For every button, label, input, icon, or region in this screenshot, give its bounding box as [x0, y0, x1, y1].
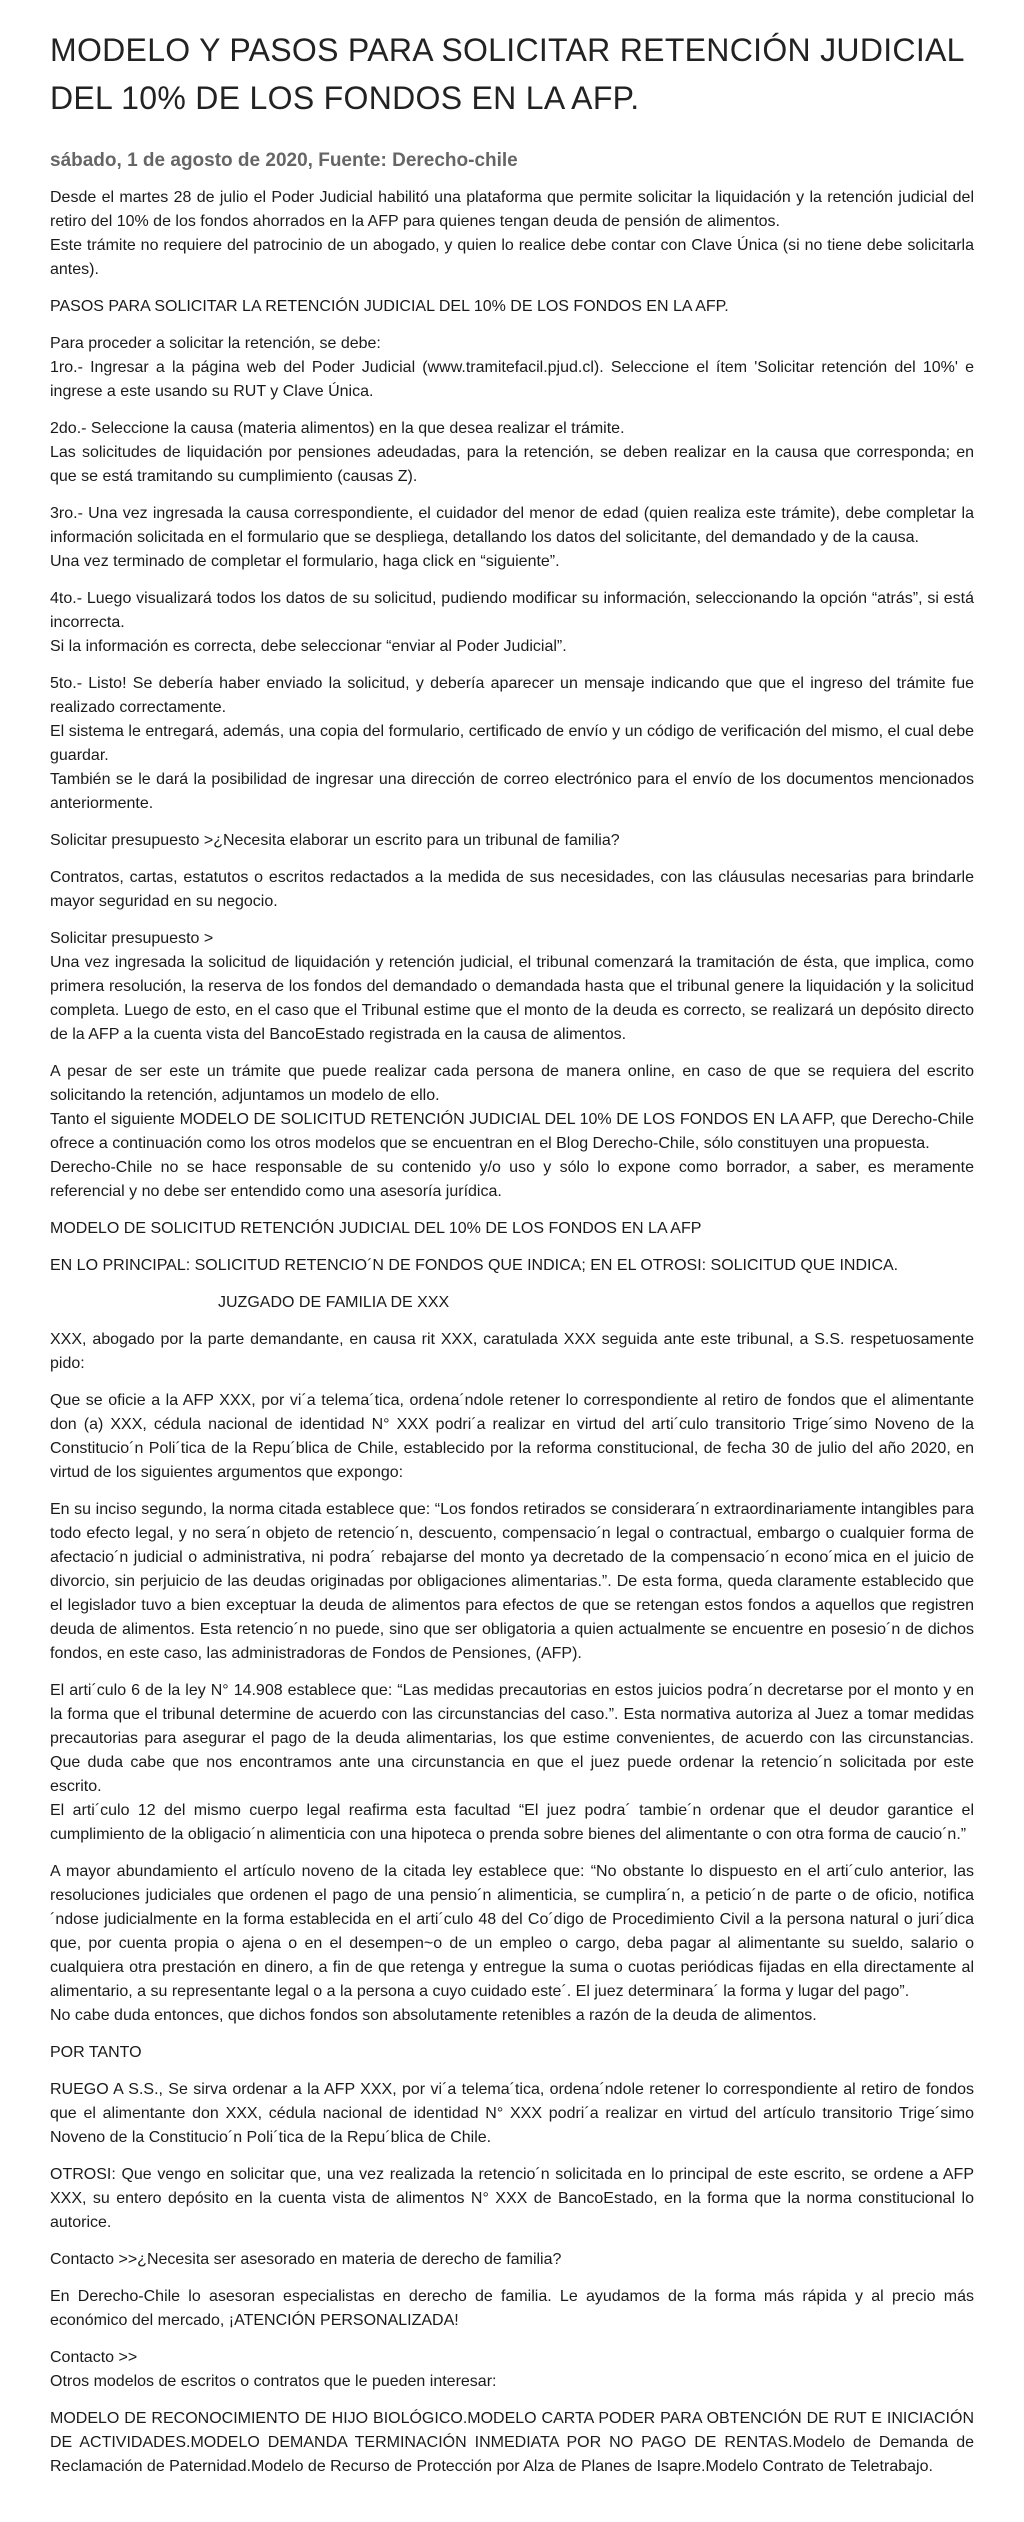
article-paragraph [50, 1060, 974, 1204]
article-paragraph [50, 295, 974, 319]
paragraph-line: Solicitar presupuesto > [50, 930, 214, 947]
paragraph-line: XXX, abogado por la parte demandante, en causa rit XXX, caratulada XXX seguida ante este tribunal, a S.S. respetuosamente pido: [50, 1331, 974, 1372]
paragraph-line: Las solicitudes de liquidación por pensiones adeudadas, para la retención, se deben realizar en la causa que corresponda; en que se está tramitando su cumplimiento (causas Z). [50, 444, 974, 485]
article-paragraph [50, 417, 974, 489]
article-paragraph [50, 829, 974, 853]
article-paragraph [50, 1498, 974, 1666]
paragraph-line: PASOS PARA SOLICITAR LA RETENCIÓN JUDICIAL DEL 10% DE LOS FONDOS EN LA AFP. [50, 298, 729, 315]
paragraph-line: Este trámite no requiere del patrocinio de un abogado, y quien lo realice debe contar con Clave Única (si no tiene debe solicitarla antes). [50, 237, 974, 278]
article-paragraph [50, 2407, 974, 2479]
article-meta: sábado, 1 de agosto de 2020, Fuente: Derecho-chile [50, 150, 518, 171]
paragraph-line: Contratos, cartas, estatutos o escritos redactados a la medida de sus necesidades, con las cláusulas necesarias para brindarle mayor seguridad en su negocio. [50, 869, 974, 910]
article-paragraph [50, 2041, 974, 2065]
paragraph-line: Otros modelos de escritos o contratos que le pueden interesar: [50, 2373, 497, 2390]
article-paragraph [50, 1328, 974, 1376]
article-paragraph [50, 1679, 974, 1847]
paragraph-line: En su inciso segundo, la norma citada establece que: “Los fondos retirados se considerara´n extraordinariamente intangibles para todo efecto legal, y no sera´n objeto de retencio´n, descuento, compensacio´n legal o contractual, embargo o cualquier forma de afectacio´n judicial o administrativa, ni podra´ rebajarse del monto ya decretado de la compensacio´n econo´mica en el juicio de divorcio, sin perjuicio de las deudas originadas por obligaciones alimentarias.”. De esta forma, queda claramente establecido que el legislador tuvo a bien exceptuar la deuda de alimentos para efectos de que se retengan estos fondos a aquellos que registren deuda de alimentos. Esta retencio´n no puede, sino que ser obligatoria a quien actualmente se encuentre en posesio´n de dichos fondos, en este caso, las administradoras de Fondos de Pensiones, (AFP). [50, 1501, 974, 1662]
article-paragraph [50, 2163, 974, 2235]
article-paragraph [50, 672, 974, 816]
paragraph-line: OTROSI: Que vengo en solicitar que, una vez realizada la retencio´n solicitada en lo principal de este escrito, se ordene a AFP XXX, su entero depósito en la cuenta vista de alimentos N° XXX de BancoEstado, en la forma que la norma constitucional lo autorice. [50, 2166, 974, 2231]
paragraph-line: Contacto >> [50, 2349, 138, 2366]
article-paragraph [50, 332, 974, 404]
article-title: MODELO Y PASOS PARA SOLICITAR RETENCIÓN JUDICIAL DEL 10% DE LOS FONDOS EN LA AFP. [50, 32, 964, 116]
paragraph-line: A pesar de ser este un trámite que puede realizar cada persona de manera online, en caso de que se requiera del escrito solicitando la retención, adjuntamos un modelo de ello. [50, 1063, 974, 1104]
paragraph-line: Para proceder a solicitar la retención, se debe: [50, 335, 381, 352]
paragraph-line: Derecho-Chile no se hace responsable de su contenido y/o uso y sólo lo expone como borrador, a saber, es meramente referencial y no debe ser entendido como una asesoría jurídica. [50, 1159, 974, 1200]
paragraph-line: POR TANTO [50, 2044, 142, 2061]
article-body [50, 186, 974, 2479]
article-paragraph [50, 1860, 974, 2028]
paragraph-line: Contacto >>¿Necesita ser asesorado en materia de derecho de familia? [50, 2251, 562, 2268]
article-paragraph [50, 1217, 974, 1241]
article-paragraph [50, 502, 974, 574]
paragraph-line: 4to.- Luego visualizará todos los datos de su solicitud, pudiendo modificar su información, seleccionando la opción “atrás”, si está incorrecta. [50, 590, 974, 631]
article-paragraph [50, 1389, 974, 1485]
paragraph-line: 5to.- Listo! Se debería haber enviado la solicitud, y debería aparecer un mensaje indicando que que el ingreso del trámite fue realizado correctamente. [50, 675, 974, 716]
paragraph-line: No cabe duda entonces, que dichos fondos son absolutamente retenibles a razón de la deuda de alimentos. [50, 2007, 817, 2024]
paragraph-line: MODELO DE SOLICITUD RETENCIÓN JUDICIAL DEL 10% DE LOS FONDOS EN LA AFP [50, 1220, 702, 1237]
paragraph-line: En Derecho-Chile lo asesoran especialistas en derecho de familia. Le ayudamos de la forma más rápida y al precio más económico del mercado, ¡ATENCIÓN PERSONALIZADA! [50, 2288, 974, 2329]
paragraph-line: Que se oficie a la AFP XXX, por vi´a telema´tica, ordena´ndole retener lo correspondiente al retiro de fondos que el alimentante don (a) XXX, cédula nacional de identidad N° XXX podri´a realizar en virtud del arti´culo transitorio Trige´simo Noveno de la Constitucio´n Poli´tica de la Repu´blica de Chile, establecido por la reforma constitucional, de fecha 30 de julio del año 2020, en virtud de los siguientes argumentos que expongo: [50, 1392, 974, 1481]
paragraph-line: También se le dará la posibilidad de ingresar una dirección de correo electrónico para el envío de los documentos mencionados anteriormente. [50, 771, 974, 812]
article-paragraph [50, 587, 974, 659]
paragraph-line: Desde el martes 28 de julio el Poder Judicial habilitó una plataforma que permite solicitar la liquidación y la retención judicial del retiro del 10% de los fondos ahorrados en la AFP para quienes tengan deuda de pensión de alimentos. [50, 189, 974, 230]
paragraph-line: JUZGADO DE FAMILIA DE XXX [218, 1294, 450, 1311]
article-paragraph [50, 2078, 974, 2150]
paragraph-line: 3ro.- Una vez ingresada la causa correspondiente, el cuidador del menor de edad (quien realiza este trámite), debe completar la información solicitada en el formulario que se despliega, detallando los datos del solicitante, del demandado y de la causa. [50, 505, 974, 546]
paragraph-line: EN LO PRINCIPAL: SOLICITUD RETENCIO´N DE FONDOS QUE INDICA; EN EL OTROSI: SOLICITUD QUE INDICA. [50, 1257, 899, 1274]
paragraph-line: Una vez terminado de completar el formulario, haga click en “siguiente”. [50, 553, 560, 570]
paragraph-line: El sistema le entregará, además, una copia del formulario, certificado de envío y un código de verificación del mismo, el cual debe guardar. [50, 723, 974, 764]
paragraph-line: A mayor abundamiento el artículo noveno de la citada ley establece que: “No obstante lo dispuesto en el arti´culo anterior, las resoluciones judiciales que ordenen el pago de una pensio´n alimenticia, se cumplira´n, a peticio´n de parte o de oficio, notifica´ndose judicialmente en la forma establecida en el arti´culo 48 del Co´digo de Procedimiento Civil a la persona natural o juri´dica que, por cuenta propia o ajena o en el desempen~o de un empleo o cargo, deba pagar al alimentante su sueldo, salario o cualquiera otra prestación en dinero, a fin de que retenga y entregue la suma o cuotas periódicas fijadas en ella directamente al alimentario, a su representante legal o a la persona a cuyo cuidado este´. El juez determinara´ la forma y lugar del pago”. [50, 1863, 974, 2000]
article-paragraph [50, 2248, 974, 2272]
article-paragraph [50, 1254, 974, 1278]
article-paragraph [50, 866, 974, 914]
article-paragraph [50, 2285, 974, 2333]
paragraph-line: 2do.- Seleccione la causa (materia alimentos) en la que desea realizar el trámite. [50, 420, 625, 437]
article-paragraph [50, 1291, 974, 1315]
paragraph-line: MODELO DE RECONOCIMIENTO DE HIJO BIOLÓGICO.MODELO CARTA PODER PARA OBTENCIÓN DE RUT E INICIACIÓN DE ACTIVIDADES.MODELO DEMANDA TERMINACIÓN INMEDIATA POR NO PAGO DE RENTAS.Modelo de Demanda de Reclamación de Paternidad.Modelo de Recurso de Protección por Alza de Planes de Isapre.Modelo Contrato de Teletrabajo. [50, 2410, 974, 2475]
paragraph-line: Si la información es correcta, debe seleccionar “enviar al Poder Judicial”. [50, 638, 567, 655]
paragraph-line: Solicitar presupuesto >¿Necesita elaborar un escrito para un tribunal de familia? [50, 832, 620, 849]
paragraph-line: RUEGO A S.S., Se sirva ordenar a la AFP XXX, por vi´a telema´tica, ordena´ndole retener lo correspondiente al retiro de fondos que el alimentante don XXX, cédula nacional de identidad N° XXX podri´a realizar en virtud del artículo transitorio Trige´simo Noveno de la Constitucio´n Poli´tica de la Repu´blica de Chile. [50, 2081, 974, 2146]
article-paragraph [50, 186, 974, 282]
paragraph-line: 1ro.- Ingresar a la página web del Poder Judicial (www.tramitefacil.pjud.cl). Seleccione el ítem 'Solicitar retención del 10%' e ingrese a este usando su RUT y Clave Única. [50, 359, 974, 400]
paragraph-line: El arti´culo 6 de la ley N° 14.908 establece que: “Las medidas precautorias en estos juicios podra´n decretarse por el monto y en la forma que el tribunal determine de acuerdo con las circunstancias del caso.”. Esta normativa autoriza al Juez a tomar medidas precautorias para asegurar el pago de la deuda alimentarias, los que estime convenientes, de acuerdo con las circunstancias. Que duda cabe que nos encontramos ante una circunstancia en que el juez puede ordenar la retencio´n solicitada por este escrito. [50, 1682, 974, 1795]
article-paragraph [50, 927, 974, 1047]
paragraph-line: El arti´culo 12 del mismo cuerpo legal reafirma esta facultad “El juez podra´ tambie´n ordenar que el deudor garantice el cumplimiento de la obligacio´n alimenticia con una hipoteca o prenda sobre bienes del alimentante o con otra forma de caucio´n.” [50, 1802, 974, 1843]
paragraph-line: Una vez ingresada la solicitud de liquidación y retención judicial, el tribunal comenzará la tramitación de ésta, que implica, como primera resolución, la reserva de los fondos del demandado o demandada hasta que el tribunal genere la liquidación y la solicitud completa. Luego de esto, en el caso que el Tribunal estime que el monto de la deuda es correcto, se realizará un depósito directo de la AFP a la cuenta vista del BancoEstado registrada en la causa de alimentos. [50, 954, 974, 1043]
paragraph-line: Tanto el siguiente MODELO DE SOLICITUD RETENCIÓN JUDICIAL DEL 10% DE LOS FONDOS EN LA AFP, que Derecho-Chile ofrece a continuación como los otros modelos que se encuentran en el Blog Derecho-Chile, sólo constituyen una propuesta. [50, 1111, 974, 1152]
article-paragraph [50, 2346, 974, 2394]
